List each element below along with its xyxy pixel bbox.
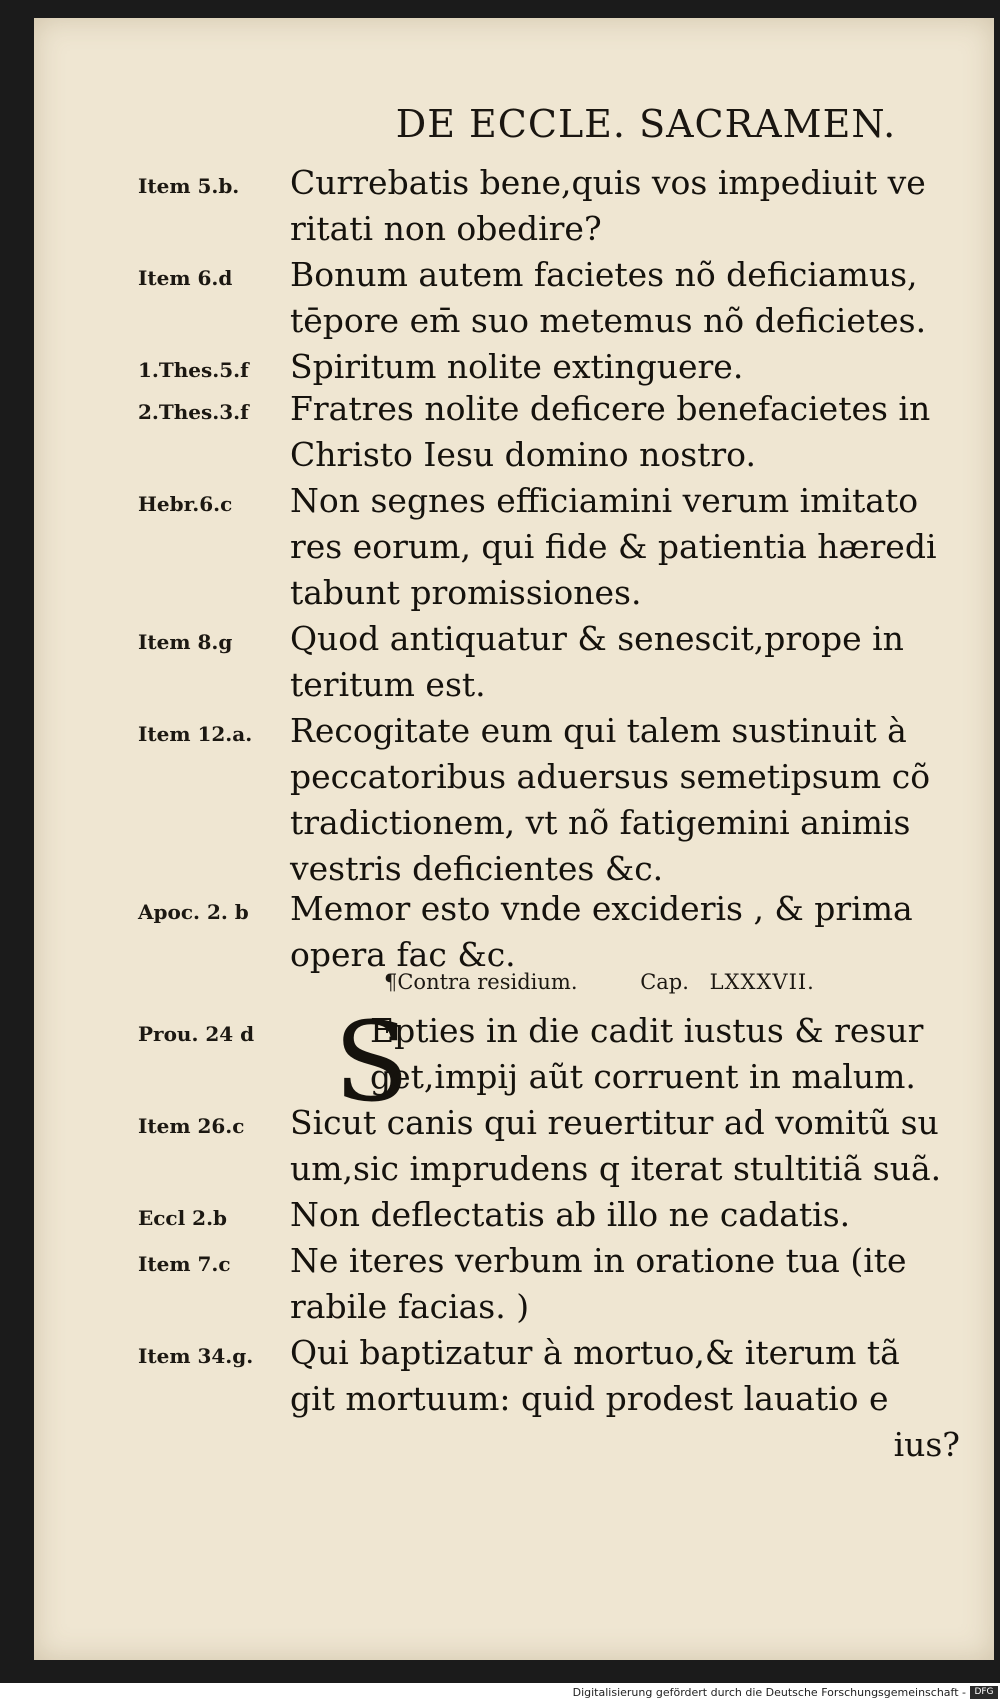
margin-reference: Item 34.g. <box>138 1344 254 1368</box>
verse-line: Recogitate eum qui talem sustinuit à <box>290 711 907 750</box>
verse-text <box>290 1330 980 1468</box>
verse-line: Spiritum nolite extinguere. <box>290 347 744 386</box>
verse-text <box>290 1238 980 1330</box>
verse-line: Non deflectatis ab illo ne cadatis. <box>290 1195 851 1234</box>
margin-reference: Item 12.a. <box>138 722 253 746</box>
verse-line: tabunt promissiones. <box>290 573 642 612</box>
verse-line: rabile facias. ) <box>290 1287 530 1326</box>
chapter-title: ¶Contra residium. <box>384 970 578 994</box>
verse-line: Ne iteres verbum in oratione tua (ite <box>290 1241 907 1280</box>
margin-reference: Item 5.b. <box>138 174 240 198</box>
verse-line: Christo Iesu domino nostro. <box>290 435 756 474</box>
verse-line: Currebatis bene,quis vos impediuit ve <box>290 163 926 202</box>
verse-text <box>290 478 980 616</box>
verse-line: vestris deficientes &c. <box>290 849 664 888</box>
verse-line: tēpore em̄ suo metemus nõ deficietes. <box>290 301 927 340</box>
verse-text <box>290 160 980 252</box>
verse-line: Fratres nolite deficere benefacietes in <box>290 389 931 428</box>
verse-line: Quod antiquatur & senescit,prope in <box>290 619 904 658</box>
verse-line: git mortuum: quid prodest lauatio e <box>290 1379 889 1418</box>
verse-text <box>290 886 980 978</box>
margin-reference: Item 7.c <box>138 1252 231 1276</box>
verse-text <box>290 386 980 478</box>
verse-line: res eorum, qui fide & patientia hæredi <box>290 527 937 566</box>
verse-line: get,impij aũt corruent in malum. <box>370 1057 916 1096</box>
verse-text <box>290 708 980 892</box>
verse-line: um,sic imprudens q iterat stultitiã suã. <box>290 1149 942 1188</box>
book-page <box>34 18 994 1660</box>
verse-text <box>370 1008 980 1100</box>
margin-reference: Hebr.6.c <box>138 492 233 516</box>
verse-line: Qui baptizatur à mortuo,& iterum tã <box>290 1333 900 1372</box>
verse-line: Bonum autem facietes nõ deficiamus, <box>290 255 918 294</box>
verse-line: teritum est. <box>290 665 486 704</box>
verse-line: ius? <box>893 1425 960 1464</box>
verse-line: ritati non obedire? <box>290 209 602 248</box>
verse-text <box>290 1100 980 1192</box>
margin-reference: Item 26.c <box>138 1114 245 1138</box>
margin-reference: Prou. 24 d <box>138 1022 255 1046</box>
margin-reference: Item 8.g <box>138 630 233 654</box>
margin-reference: Item 6.d <box>138 266 233 290</box>
running-header: DE ECCLE. SACRAMEN. <box>395 102 897 146</box>
dfg-logo: DFG <box>970 1686 998 1699</box>
verse-line: Non segnes efficiamini verum imitato <box>290 481 919 520</box>
verse-line: opera fac &c. <box>290 935 516 974</box>
digitization-footer <box>0 1683 1000 1703</box>
margin-reference: Apoc. 2. b <box>138 900 249 924</box>
verse-line: Sicut canis qui reuertitur ad vomitũ su <box>290 1103 939 1142</box>
verse-line: peccatoribus aduersus semetipsum cõ <box>290 757 931 796</box>
verse-text <box>290 344 980 390</box>
chapter-heading <box>384 970 944 994</box>
margin-reference: Eccl 2.b <box>138 1206 228 1230</box>
chapter-number: LXXXVII. <box>709 970 815 994</box>
margin-reference: 2.Thes.3.f <box>138 400 249 424</box>
verse-text <box>290 1192 980 1238</box>
chapter-cap-label: Cap. <box>640 970 689 994</box>
verse-text <box>290 252 980 344</box>
verse-line: Epties in die cadit iustus & resur <box>370 1011 924 1050</box>
verse-line: tradictionem, vt nõ fatigemini animis <box>290 803 911 842</box>
funding-note: Digitalisierung gefördert durch die Deutsche Forschungsgemeinschaft - <box>572 1686 966 1699</box>
margin-reference: 1.Thes.5.f <box>138 358 249 382</box>
drop-capital: S <box>334 998 410 1126</box>
verse-text <box>290 616 980 708</box>
verse-line: Memor esto vnde excideris , & prima <box>290 889 913 928</box>
